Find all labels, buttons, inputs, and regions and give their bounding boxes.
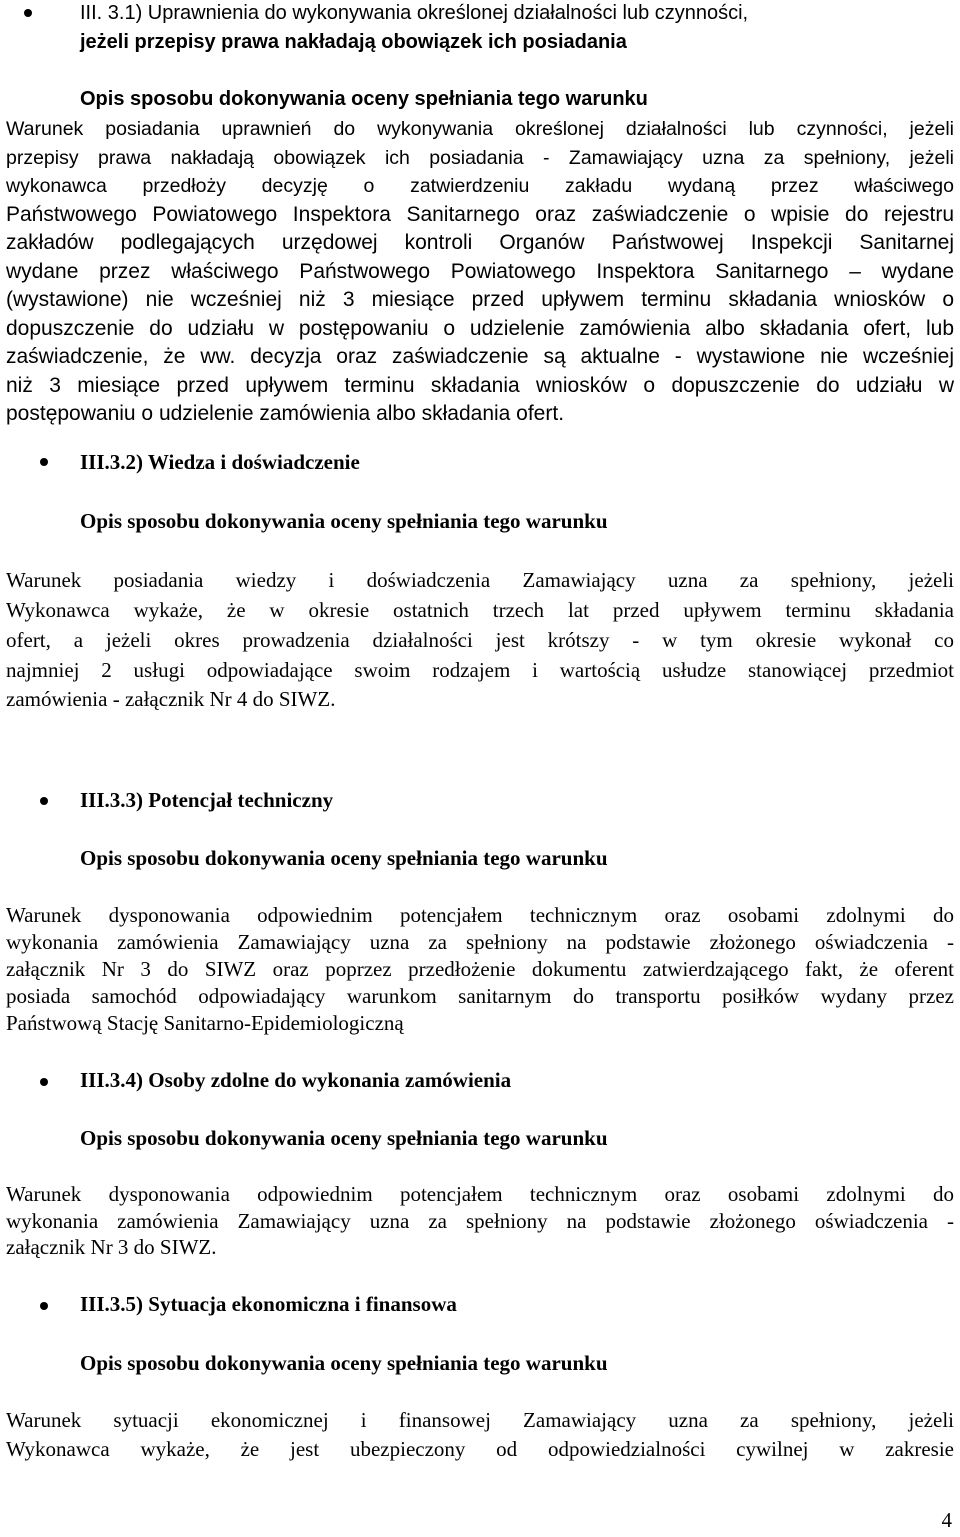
page-number: 4	[941, 1508, 952, 1532]
section-heading: III.3.3) Potencjał techniczny	[80, 788, 334, 812]
body-line: postępowaniu o udzielenie zamówienia albo składania ofert.	[6, 402, 565, 425]
body-line: Warunek dysponowania odpowiednim potencjałem technicznym oraz osobami zdolnymi do	[6, 903, 954, 927]
bullet-icon	[40, 1078, 48, 1086]
opis-heading: Opis sposobu dokonywania oceny spełniania tego warunku	[80, 1351, 608, 1375]
body-line: wykonania zamówienia Zamawiający uzna za spełniony na podstawie złożonego oświadczenia -	[6, 930, 954, 954]
body-line: Państwową Stację Sanitarno-Epidemiologiczną	[6, 1011, 404, 1035]
body-line: ofert, a jeżeli okres prowadzenia działalności jest krótszy - w tym okresie wykonał co	[6, 628, 954, 652]
section-heading-line-2: jeżeli przepisy prawa nakładają obowiązek ich posiadania	[80, 31, 627, 53]
opis-heading: Opis sposobu dokonywania oceny spełniania tego warunku	[80, 846, 608, 870]
opis-heading: Opis sposobu dokonywania oceny spełniania tego warunku	[80, 88, 648, 110]
section-heading: III.3.5) Sytuacja ekonomiczna i finansowa	[80, 1292, 457, 1316]
bullet-icon	[40, 797, 48, 805]
opis-heading: Opis sposobu dokonywania oceny spełniania tego warunku	[80, 509, 608, 533]
body-line: najmniej 2 usługi odpowiadające swoim rodzajem i wartością usłudze stanowiącej przedmiot	[6, 658, 954, 682]
body-line: zakładów podlegających urzędowej kontroli Organów Państwowej Inspekcji Sanitarnej	[6, 231, 954, 254]
bullet-icon	[40, 1302, 48, 1310]
body-line: Wykonawca wykaże, że jest ubezpieczony od odpowiedzialności cywilnej w zakresie	[6, 1437, 954, 1461]
body-line: Warunek posiadania wiedzy i doświadczenia Zamawiający uzna za spełniony, jeżeli	[6, 568, 954, 592]
body-line: Warunek sytuacji ekonomicznej i finansowej Zamawiający uzna za spełniony, jeżeli	[6, 1408, 954, 1432]
body-line: załącznik Nr 3 do SIWZ oraz poprzez przedłożenie dokumentu zatwierdzającego fakt, że oferent	[6, 957, 954, 981]
body-line: Warunek posiadania uprawnień do wykonywania określonej działalności lub czynności, jeżeli	[6, 118, 954, 140]
body-line: załącznik Nr 3 do SIWZ.	[6, 1235, 217, 1259]
section-heading: III.3.2) Wiedza i doświadczenie	[80, 450, 360, 474]
body-line: posiada samochód odpowiadający warunkom sanitarnym do transportu posiłków wydany przez	[6, 984, 954, 1008]
opis-heading: Opis sposobu dokonywania oceny spełniania tego warunku	[80, 1126, 608, 1150]
body-line: (wystawione) nie wcześniej niż 3 miesiące przed upływem terminu składania wniosków o	[6, 288, 954, 311]
body-line: Państwowego Powiatowego Inspektora Sanitarnego oraz zaświadczenie o wpisie do rejestru	[6, 203, 954, 226]
body-line: wykonania zamówienia Zamawiający uzna za spełniony na podstawie złożonego oświadczenia -	[6, 1209, 954, 1233]
section-heading: III.3.4) Osoby zdolne do wykonania zamówienia	[80, 1068, 512, 1092]
body-line: wykonawca przedłoży decyzję o zatwierdzeniu zakładu wydaną przez właściwego	[6, 175, 954, 197]
body-line: dopuszczenie do udziału w postępowaniu o udzielenie zamówienia albo składania ofert, lub	[6, 317, 954, 340]
heading-line: III. 3.1) Uprawnienia do wykonywania określonej działalności lub czynności,	[80, 2, 749, 24]
bullet-icon	[40, 458, 48, 466]
body-line: Wykonawca wykaże, że w okresie ostatnich trzech lat przed upływem terminu składania	[6, 598, 954, 622]
body-line: zaświadczenie, że ww. decyzja oraz zaświadczenie są aktualne - wystawione nie wcześniej	[6, 345, 954, 368]
body-line: Warunek dysponowania odpowiednim potencjałem technicznym oraz osobami zdolnymi do	[6, 1182, 954, 1206]
body-line: niż 3 miesiące przed upływem terminu składania wniosków o dopuszczenie do udziału w	[6, 374, 954, 397]
section-heading	[80, 0, 748, 26]
body-line: zamówienia - załącznik Nr 4 do SIWZ.	[6, 687, 336, 711]
body-line: wydane przez właściwego Państwowego Powiatowego Inspektora Sanitarnego – wydane	[6, 260, 954, 283]
bullet-icon	[24, 9, 32, 17]
body-line: przepisy prawa nakładają obowiązek ich posiadania - Zamawiający uzna za spełniony, jeżeli	[6, 147, 954, 169]
